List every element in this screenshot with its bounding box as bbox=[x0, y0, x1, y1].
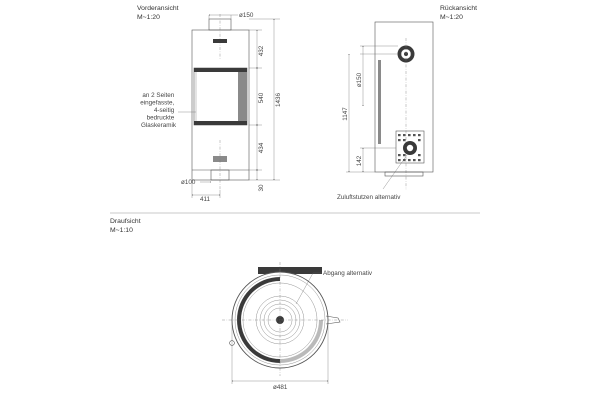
rear-view bbox=[337, 22, 433, 201]
top-view-title: Draufsicht bbox=[110, 218, 141, 225]
front-flue-diameter: ø150 bbox=[239, 12, 254, 19]
top-view-scale: M~1:10 bbox=[110, 227, 133, 234]
rear-dim-flue-height: 1147 bbox=[342, 107, 349, 121]
top-view bbox=[222, 262, 373, 391]
rear-view-title: Rückansicht bbox=[440, 5, 478, 12]
front-view-scale: M~1:20 bbox=[137, 14, 160, 21]
front-dim-total-height: 1436 bbox=[275, 92, 282, 108]
front-dim-base: 30 bbox=[258, 184, 265, 192]
front-dim-offset: 411 bbox=[200, 196, 211, 203]
front-dim-glass-section: 540 bbox=[258, 92, 265, 104]
front-dim-bottom-section: 434 bbox=[258, 142, 265, 154]
top-outlet-note: Abgang alternativ bbox=[323, 270, 373, 277]
rear-dim-inlet-height: 142 bbox=[356, 155, 363, 167]
front-view bbox=[140, 12, 282, 203]
top-dim-diameter: ø481 bbox=[273, 384, 288, 391]
front-air-inlet-diameter: ø100 bbox=[181, 179, 196, 186]
rear-view-scale: M~1:20 bbox=[440, 14, 463, 21]
front-dim-top-section: 432 bbox=[258, 45, 265, 57]
rear-flue-diameter: ø150 bbox=[356, 72, 363, 88]
rear-inlet-note: Zuluftstutzen alternativ bbox=[337, 194, 401, 201]
glass-note: an 2 Seiten eingefasste, 4-seitig bedruckte Glaskeramik bbox=[140, 92, 176, 129]
front-view-title: Vorderansicht bbox=[137, 5, 179, 12]
